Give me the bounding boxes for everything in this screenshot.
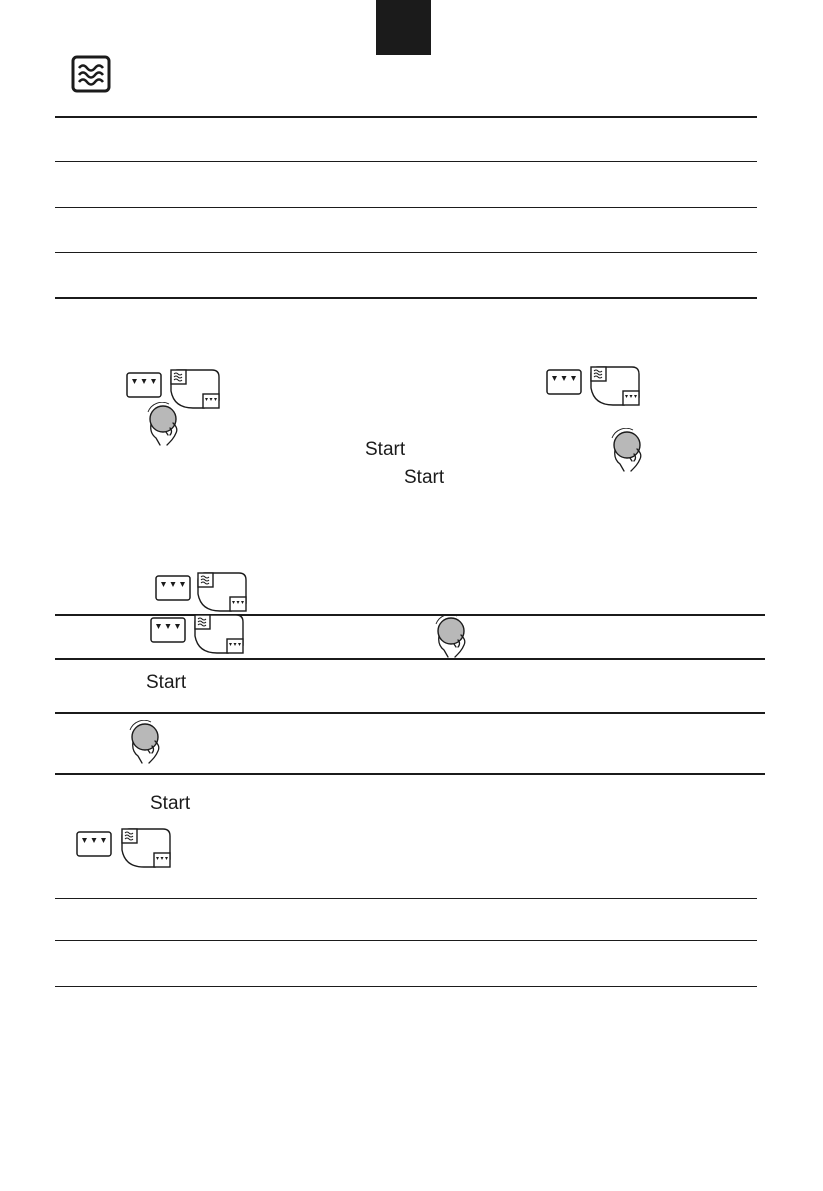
start-button-label: Start [404, 467, 445, 488]
start-button-label: Start [365, 439, 406, 460]
table-rule [55, 207, 757, 208]
start-button-label: Start [150, 793, 191, 814]
table-rule-top [55, 116, 757, 118]
start-button-label: Start [146, 672, 187, 693]
rotary-dial-hand-icon [125, 720, 169, 764]
rotary-dial-hand-icon [143, 402, 187, 446]
oven-mode-button-icon [155, 575, 191, 601]
microwave-combi-button-icon [121, 828, 171, 868]
table-rule [55, 986, 757, 987]
microwave-combi-button-icon [197, 572, 247, 612]
section-tab [376, 0, 431, 55]
table-rule [55, 940, 757, 941]
microwave-combi-button-icon [194, 614, 244, 654]
oven-mode-button-icon [126, 372, 162, 398]
microwave-combi-button-icon [590, 366, 640, 406]
table-rule [55, 161, 757, 162]
step-rule [55, 658, 765, 660]
microwave-waves-icon [71, 55, 111, 93]
rotary-dial-hand-icon [607, 428, 651, 472]
step-rule [55, 712, 765, 714]
oven-mode-button-icon [150, 617, 186, 643]
rotary-dial-hand-icon [431, 614, 475, 658]
step-rule [55, 614, 765, 616]
oven-mode-button-icon [76, 831, 112, 857]
table-rule [55, 252, 757, 253]
oven-mode-button-icon [546, 369, 582, 395]
table-rule-bottom [55, 297, 757, 299]
table-rule [55, 898, 757, 899]
step-rule [55, 773, 765, 775]
